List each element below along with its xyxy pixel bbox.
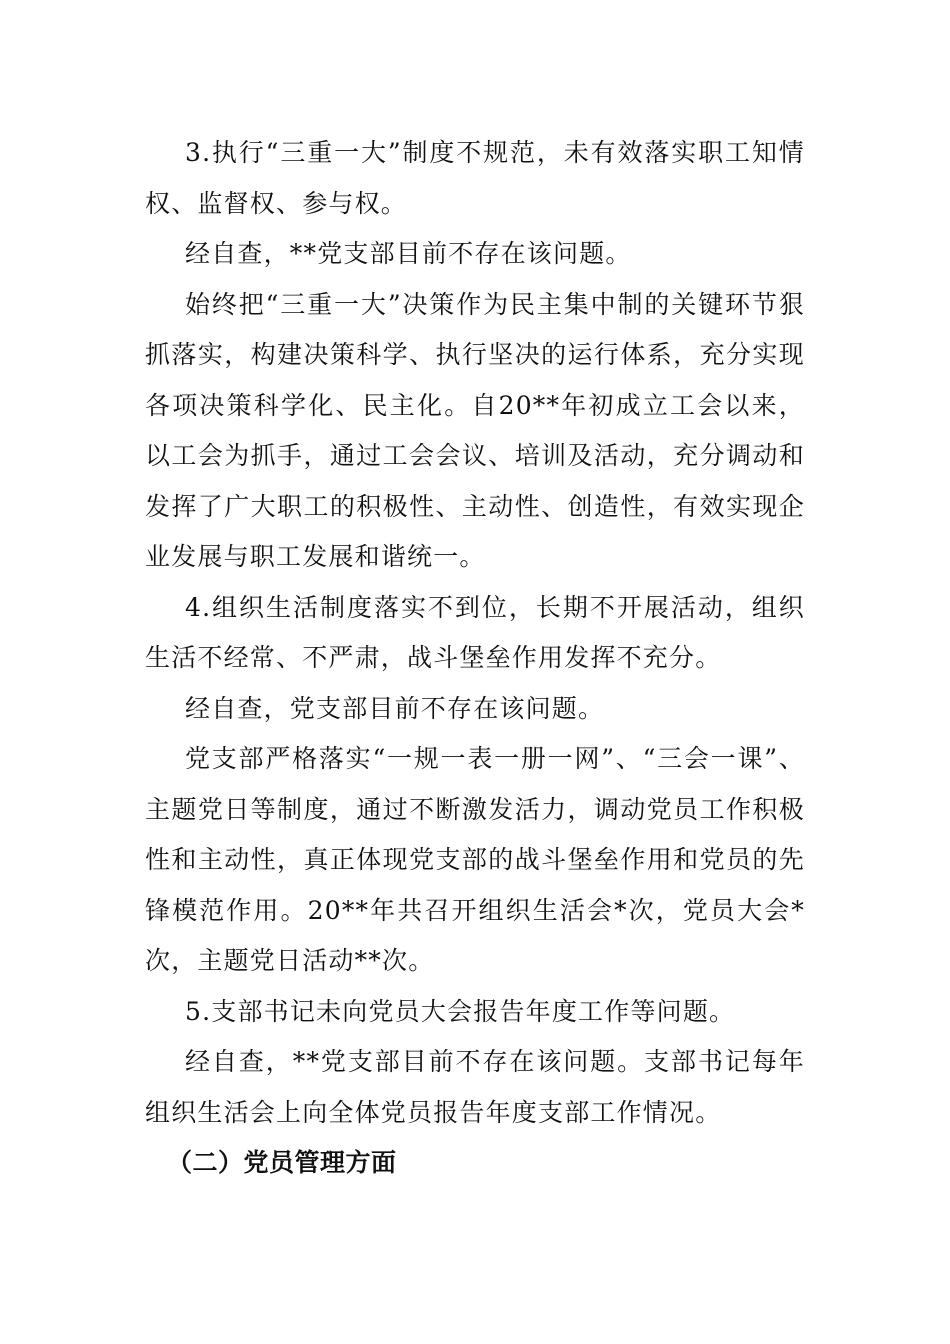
section-heading: （二）党员管理方面 [167,1148,397,1177]
paragraph-self-check-1: 经自查，**党支部目前不存在该问题。 [185,239,632,268]
paragraph-item-5-issue: 5.支部书记未向党员大会报告年度工作等问题。 [185,996,736,1026]
document-body [145,128,805,1189]
paragraph-decision-making: 始终把“三重一大”决策作为民主集中制的关键环节狠抓落实，构建决策科学、执行坚决的运行体系，充分实现各项决策科学化、民主化。自20**年初成立工会以来，以工会为抓手，通过工会会议、培训及活动，充分调动和发挥了广大职工的积极性、主动性、创造性，有效实现企业发展与职工发展和谐统一。 [145,289,805,571]
paragraph-self-check-2: 经自查，党支部目前不存在该问题。 [185,693,605,723]
paragraph-item-4-issue: 4.组织生活制度落实不到位，长期不开展活动，组织生活不经常、不严肃，战斗堡垒作用发挥不充分。 [145,592,805,672]
paragraph-item-3-issue: 3.执行“三重一大”制度不规范，未有效落实职工知情权、监督权、参与权。 [145,138,805,218]
paragraph-organization-life: 党支部严格落实“一规一表一册一网”、“三会一课”、主题党日等制度，通过不断激发活力，调动党员工作积极性和主动性，真正体现党支部的战斗堡垒作用和党员的先锋模范作用。20**年共召开组织生活会*次，党员大会*次，主题党日活动**次。 [145,744,805,975]
paragraph-self-check-3: 经自查，**党支部目前不存在该问题。支部书记每年组织生活会上向全体党员报告年度支部工作情况。 [145,1047,805,1127]
